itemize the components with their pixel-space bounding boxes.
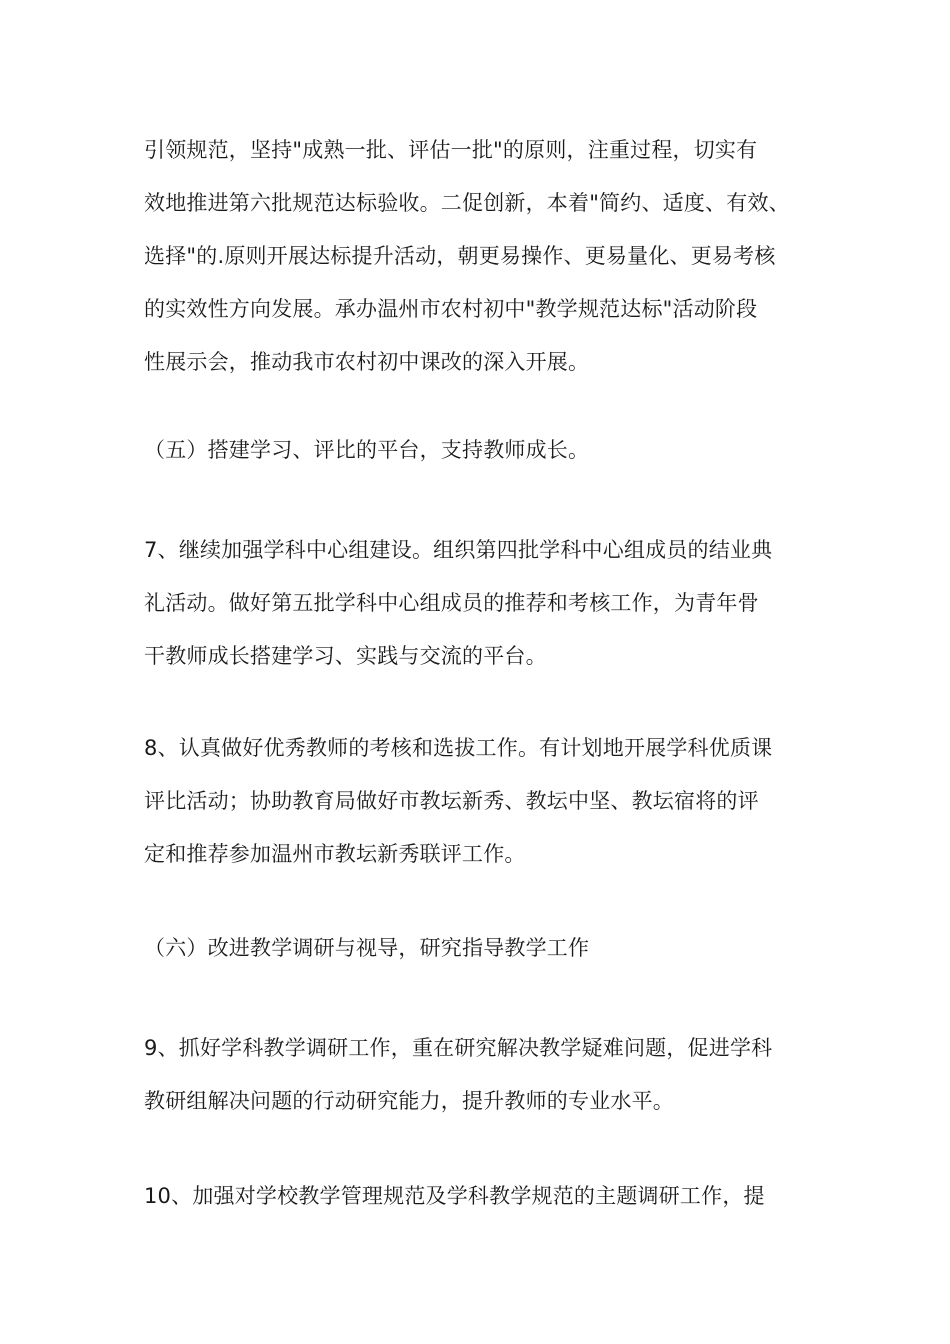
text-line: 9、抓好学科教学调研工作，重在研究解决教学疑难问题，促进学科 (144, 1036, 773, 1060)
text-line: 教研组解决问题的行动研究能力，提升教师的专业水平。 (144, 1089, 674, 1113)
text-line: 8、认真做好优秀教师的考核和选拔工作。有计划地开展学科优质课 (144, 736, 773, 760)
paragraph-item-7 (144, 524, 814, 683)
paragraph-item-9 (144, 1022, 814, 1128)
text-line: 10、加强对学校教学管理规范及学科教学规范的主题调研工作，提 (144, 1184, 765, 1208)
paragraph-achievement-norms (144, 124, 814, 389)
text-line: 效地推进第六批规范达标验收。二促创新，本着"简约、适度、有效、 (144, 191, 790, 215)
text-line: 引领规范，坚持"成熟一批、评估一批"的原则，注重过程，切实有 (144, 138, 758, 162)
section-heading-text: （五）搭建学习、评比的平台，支持教师成长。 (144, 438, 590, 462)
section-heading-five (144, 424, 814, 477)
section-heading-six (144, 922, 814, 975)
text-line: 评比活动；协助教育局做好市教坛新秀、教坛中坚、教坛宿将的评 (144, 789, 759, 813)
text-line: 7、继续加强学科中心组建设。组织第四批学科中心组成员的结业典 (144, 538, 773, 562)
paragraph-item-10 (144, 1170, 814, 1223)
section-heading-text: （六）改进教学调研与视导，研究指导教学工作 (144, 936, 590, 960)
text-line: 礼活动。做好第五批学科中心组成员的推荐和考核工作，为青年骨 (144, 591, 759, 615)
paragraph-item-8 (144, 722, 814, 881)
text-line: 选择"的.原则开展达标提升活动，朝更易操作、更易量化、更易考核 (144, 244, 776, 268)
text-line: 干教师成长搭建学习、实践与交流的平台。 (144, 644, 547, 668)
text-line: 定和推荐参加温州市教坛新秀联评工作。 (144, 842, 526, 866)
text-line: 的实效性方向发展。承办温州市农村初中"教学规范达标"活动阶段 (144, 297, 758, 321)
text-line: 性展示会，推动我市农村初中课改的深入开展。 (144, 350, 590, 374)
